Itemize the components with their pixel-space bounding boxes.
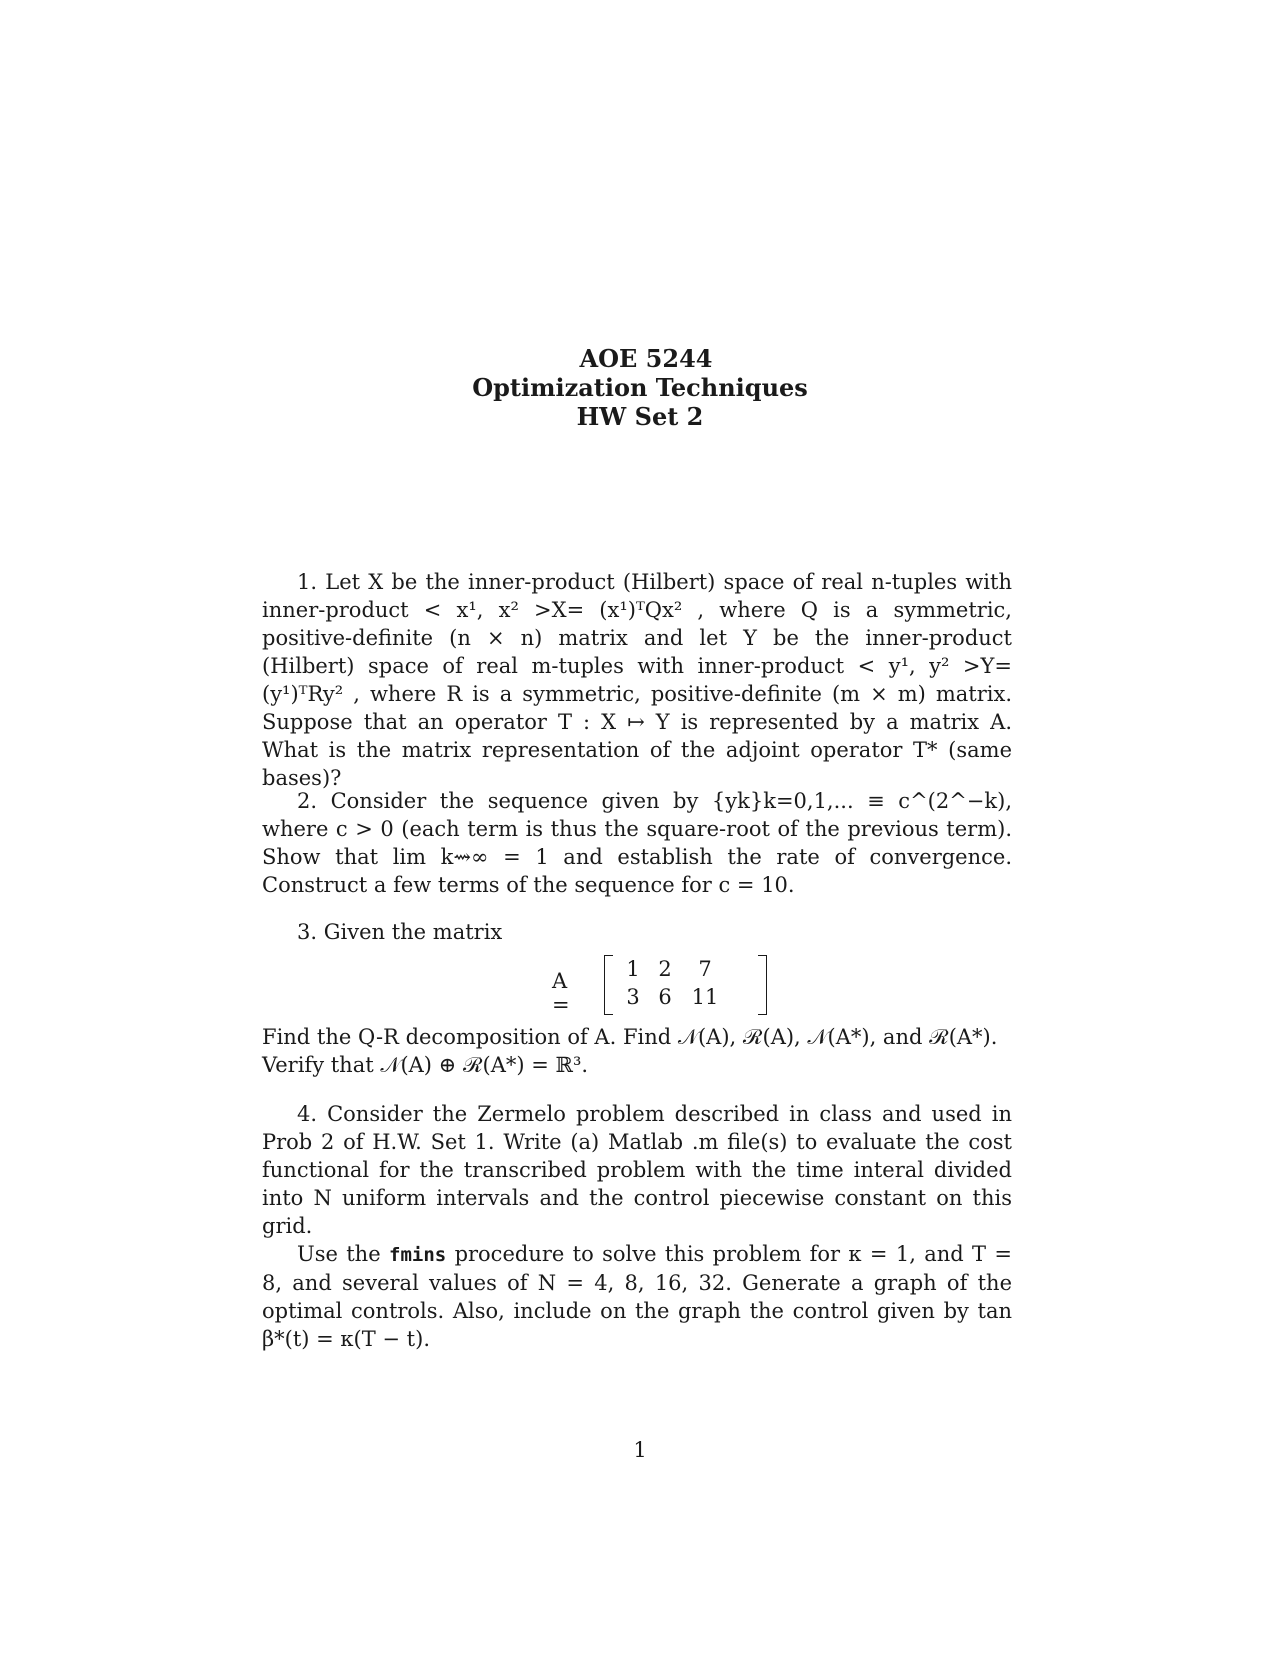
page-number: 1 bbox=[633, 1438, 647, 1462]
problem-3-intro bbox=[262, 918, 1012, 946]
problem-3-text-a: Find the Q-R decomposition of A. Find 𝒩(A), ℛ(A), 𝒩(A*), and ℛ(A*). bbox=[262, 1025, 998, 1049]
matrix-cell: 2 bbox=[658, 957, 672, 981]
problem-1 bbox=[262, 568, 1012, 792]
course-title: Optimization Techniques bbox=[472, 373, 808, 402]
matrix-cell: 7 bbox=[698, 957, 712, 981]
matrix-cell: 3 bbox=[626, 985, 640, 1009]
problem-3-number: 3. bbox=[297, 920, 318, 944]
assignment-title: HW Set 2 bbox=[576, 402, 704, 431]
matrix-cell: 1 bbox=[626, 957, 640, 981]
fmins-code: fmins bbox=[389, 1244, 447, 1266]
problem-4 bbox=[262, 1100, 1012, 1353]
problem-4-text-b: Use the fmins procedure to solve this problem for κ = 1, and T = 8, and several values of N = 4, 8, 16, 32. Generate a graph of the optimal controls. Also, include on the graph the control given by tan β*(t) = κ(T − t). bbox=[262, 1242, 1012, 1351]
problem-4-text-a: 4. Consider the Zermelo problem described in class and used in Prob 2 of H.W. Set 1. Write (a) Matlab .m file(s) to evaluate the cost functional for the transcribed problem with the time interal divided into N uniform intervals and the control piecewise constant on this grid. bbox=[262, 1102, 1012, 1238]
right-bracket bbox=[758, 955, 767, 1015]
course-number: AOE 5244 bbox=[579, 344, 713, 373]
matrix-label: A = bbox=[552, 969, 570, 1017]
problem-3-body bbox=[262, 1023, 1012, 1079]
problem-1-text: 1. Let X be the inner-product (Hilbert) space of real n-tuples with inner-product < x¹, x² >X= (x¹)ᵀQx² , where Q is a symmetric, positive-definite (n × n) matrix and let Y be the inner-product (Hilbert) space of real m-tuples with inner-product < y¹, y² >Y= (y¹)ᵀRy² , where R is a symmetric, positive-definite (m × m) matrix. Suppose that an operator T : X ↦ Y is represented by a matrix A. What is the matrix representation of the adjoint operator T* (same bases)? bbox=[262, 570, 1012, 790]
matrix-cell: 6 bbox=[658, 985, 672, 1009]
title-block bbox=[0, 344, 1280, 431]
matrix-cell: 11 bbox=[691, 985, 719, 1009]
problem-2 bbox=[262, 787, 1012, 899]
left-bracket bbox=[604, 955, 613, 1015]
problem-2-text: 2. Consider the sequence given by {yk}k=0,1,... ≡ c^(2^−k), where c > 0 (each term is thus the square-root of the previous term). Show that lim k⇝∞ = 1 and establish the rate of convergence. Construct a few terms of the sequence for c = 10. bbox=[262, 789, 1012, 897]
problem-3-text-b: Verify that 𝒩(A) ⊕ ℛ(A*) = ℝ³. bbox=[262, 1053, 589, 1077]
problem-3-intro-text: Given the matrix bbox=[323, 920, 503, 944]
